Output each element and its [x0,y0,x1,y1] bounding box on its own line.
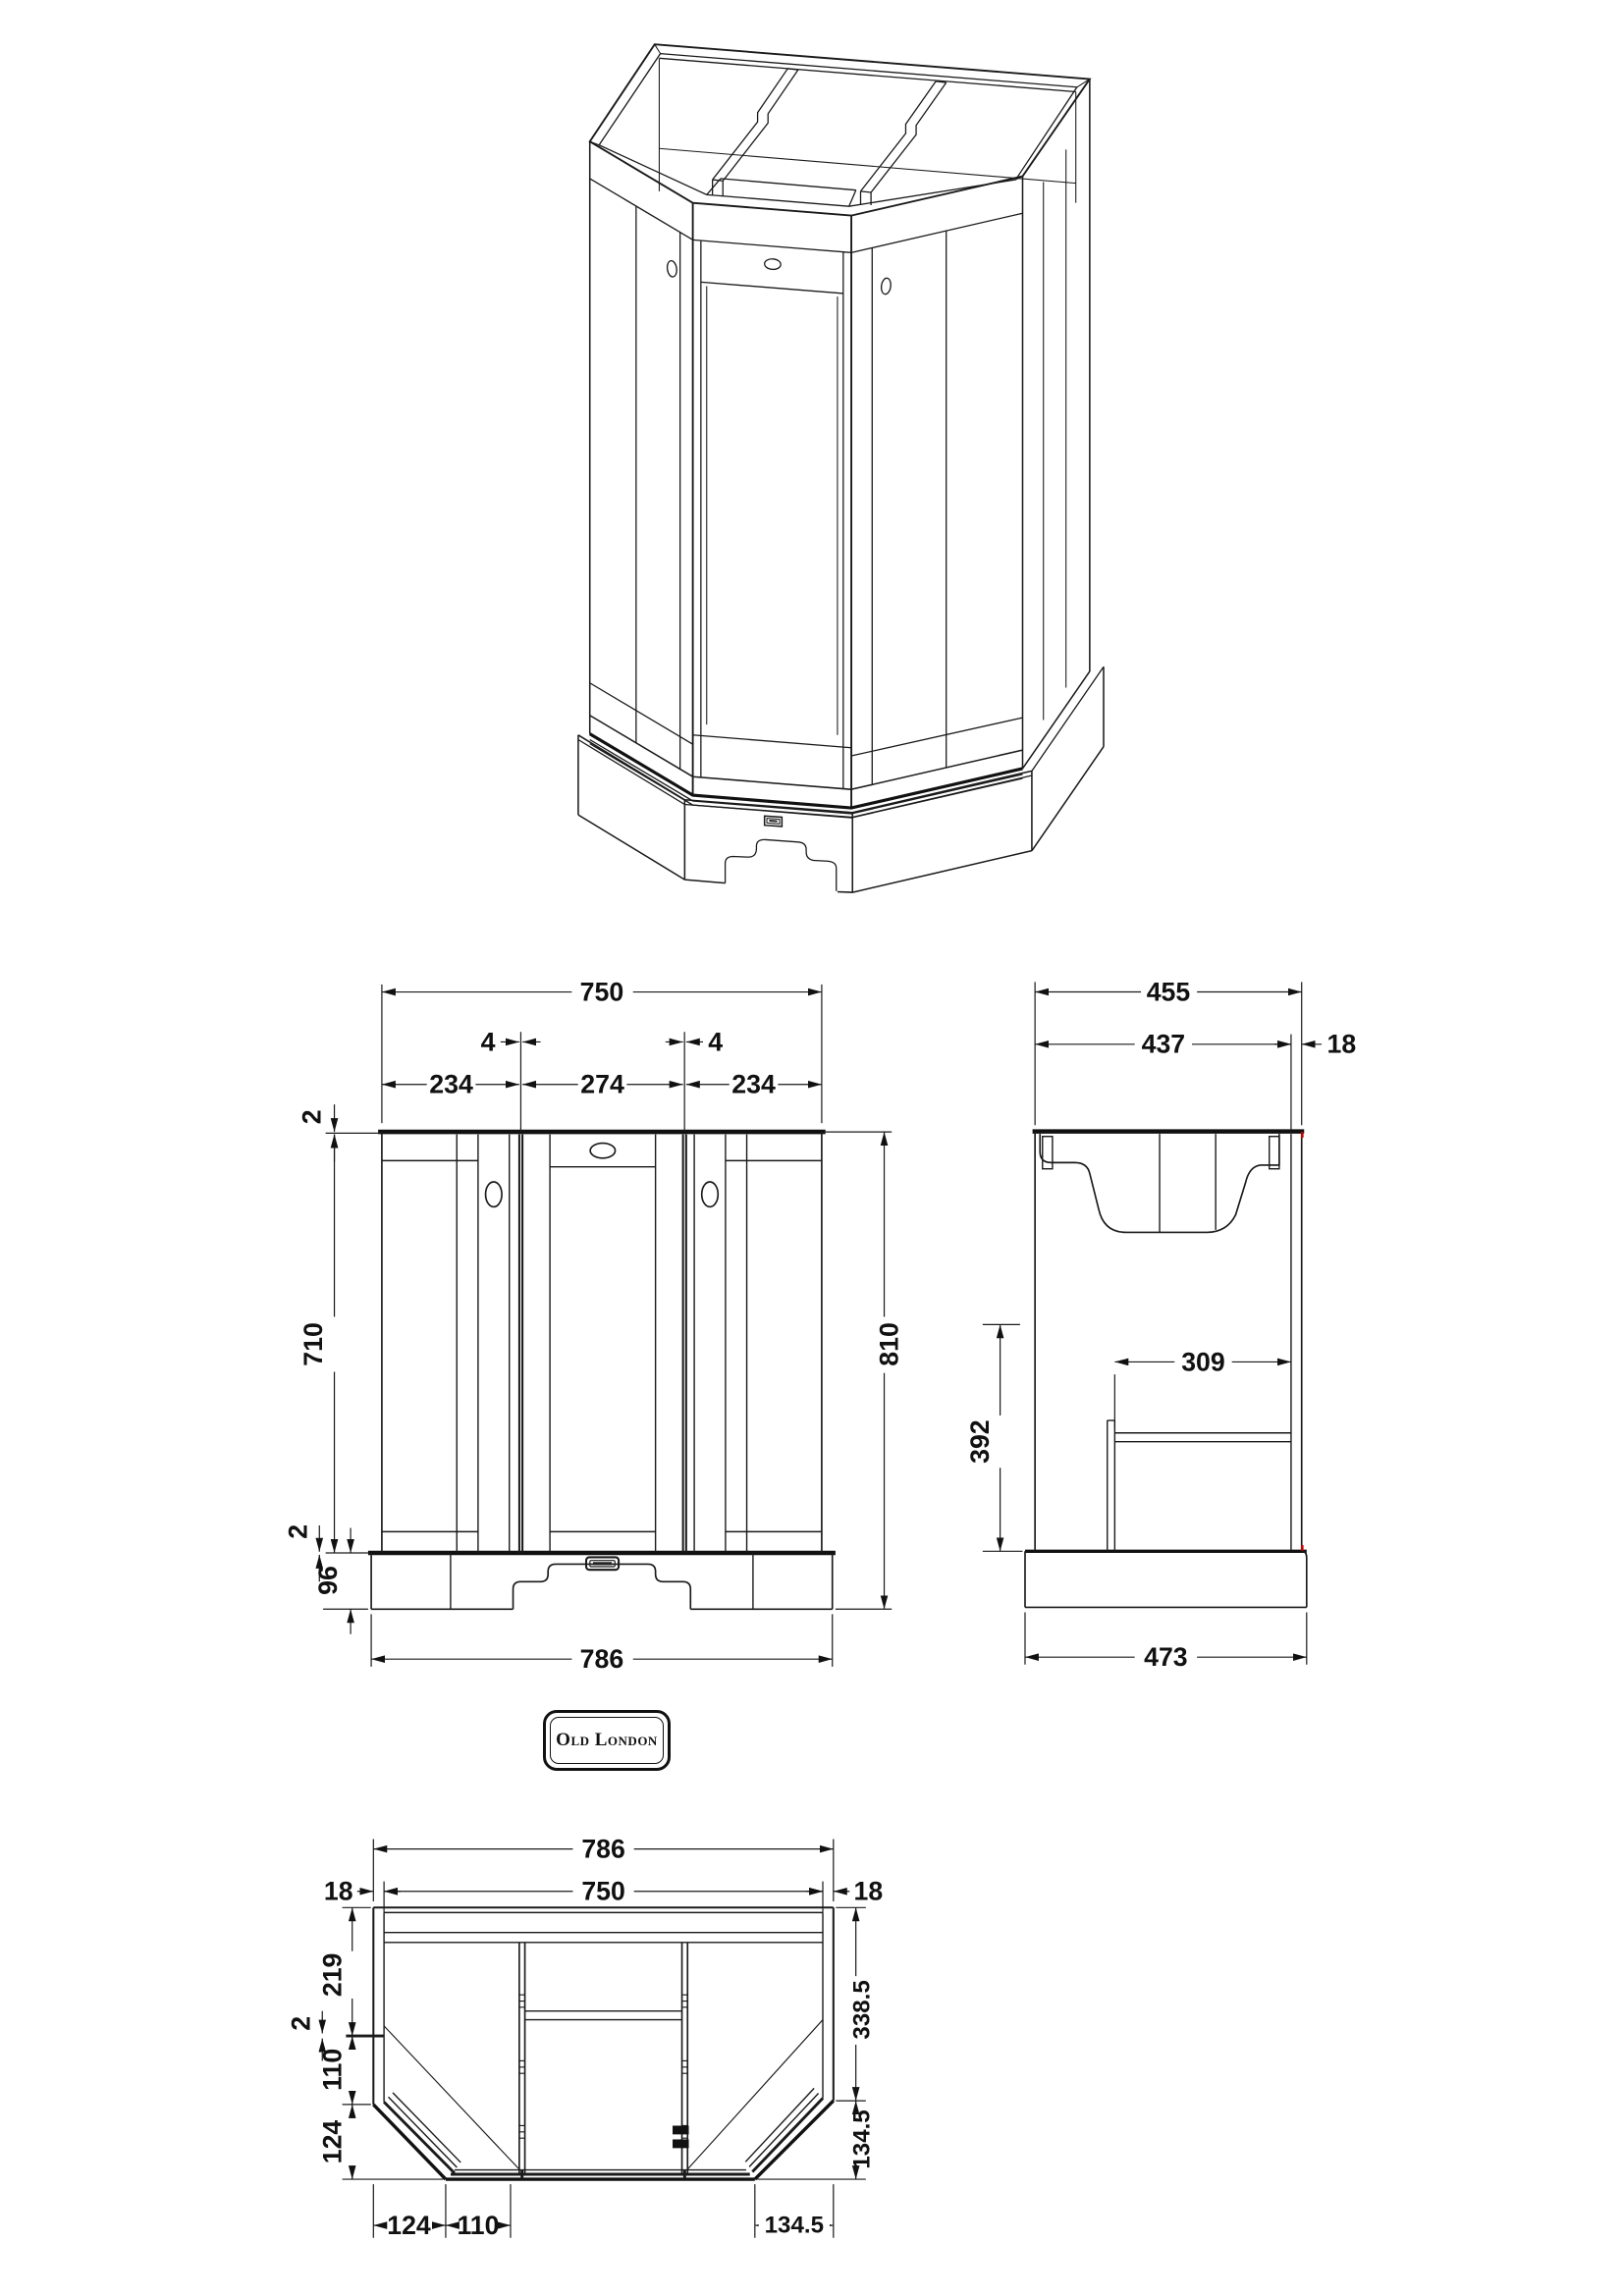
dim-side-back-panel: 18 [1326,1029,1357,1059]
dim-side-carcase-depth: 437 [1141,1029,1186,1059]
iso-plinth-cutout [726,839,837,890]
brand-badge-frame [550,1717,664,1764]
front-plinth-cutout [514,1564,691,1609]
isometric-drawing [520,18,1168,943]
dim-side-shelf-depth: 309 [1181,1347,1225,1377]
iso-right-door-handle [881,278,893,295]
front-center-door [550,1135,656,1553]
dim-plan-chamfer-left-depth: 124 [317,2119,348,2164]
plan-view-drawing [243,1814,941,2296]
brand-badge-label: Old London [556,1730,658,1750]
iso-right-door [851,213,1022,789]
dim-front-door-center: 274 [580,1069,624,1099]
plan-shelf-edge [525,2011,682,2020]
front-right-door-handle [702,1182,719,1206]
side-dimensions [965,977,1356,1672]
brand-badge [543,1710,671,1771]
dim-plan-plinth-width: 786 [581,1834,625,1864]
iso-center-door [693,240,851,789]
dim-plan-panel-right: 18 [853,1876,884,1906]
dim-plan-cabinet-width: 750 [581,1876,625,1906]
dim-plan-back-to-chamfer-right: 338.5 [848,1980,876,2040]
dim-plan-side-depth: 110 [317,2048,348,2091]
front-right-door [694,1135,822,1553]
iso-right-side-panel [1044,149,1066,720]
side-elevation-drawing [960,944,1484,1692]
iso-interior [659,58,1075,205]
iso-top-rim [590,44,1090,215]
front-center-door-handle [590,1144,615,1158]
iso-center-door-handle [764,258,781,270]
dim-front-door-gap-right: 4 [708,1027,724,1057]
dim-front-top-thickness: 2 [297,1109,327,1125]
front-cabinet [368,1132,836,1609]
isometric-view [520,18,1168,943]
front-left-door [382,1135,510,1553]
dim-plan-chamfer-left-run: 124 [387,2210,431,2240]
iso-body-edges [590,80,1090,819]
dim-side-lower-clearance: 392 [965,1419,996,1464]
plan-doors [384,2020,823,2180]
plan-outline [373,1907,833,2179]
plan-view [243,1814,941,2296]
plan-partitions [346,1943,688,2174]
dim-front-door-left: 234 [429,1069,473,1099]
side-cabinet [1025,1132,1307,1608]
dim-plan-panel-left: 18 [323,1876,353,1906]
dim-front-bottom-gap: 2 [283,1523,313,1539]
dim-front-plinth-height: 96 [313,1566,344,1595]
plan-hinge-detail [673,2125,689,2148]
dim-plan-chamfer-right-depth: 134.5 [848,2109,876,2169]
dim-plan-back-to-door: 219 [317,1952,348,1998]
side-basin-section [1040,1134,1279,1232]
iso-plinth-plaque [765,816,783,827]
side-shelf [1108,1420,1291,1551]
dim-front-door-gap-left: 4 [480,1027,496,1057]
dim-front-overall-height: 810 [874,1322,904,1366]
front-left-door-handle [486,1182,503,1206]
dim-side-plinth-depth: 473 [1144,1642,1188,1673]
side-plinth [1025,1551,1307,1607]
dim-plan-chamfer-right-run: 134.5 [764,2212,824,2239]
iso-left-door [590,179,693,776]
front-plinth [371,1553,833,1609]
dim-plan-front-left-run: 110 [457,2210,500,2240]
dim-front-door-height: 710 [298,1322,328,1366]
dim-front-plinth-width: 786 [579,1644,624,1675]
dim-side-overall-depth: 455 [1146,977,1191,1007]
side-elevation-view [960,944,1484,1692]
iso-left-door-handle [667,260,678,278]
dim-front-overall-width: 750 [579,977,624,1007]
dim-plan-door-step: 2 [286,2015,316,2031]
dim-front-door-right: 234 [731,1069,776,1099]
